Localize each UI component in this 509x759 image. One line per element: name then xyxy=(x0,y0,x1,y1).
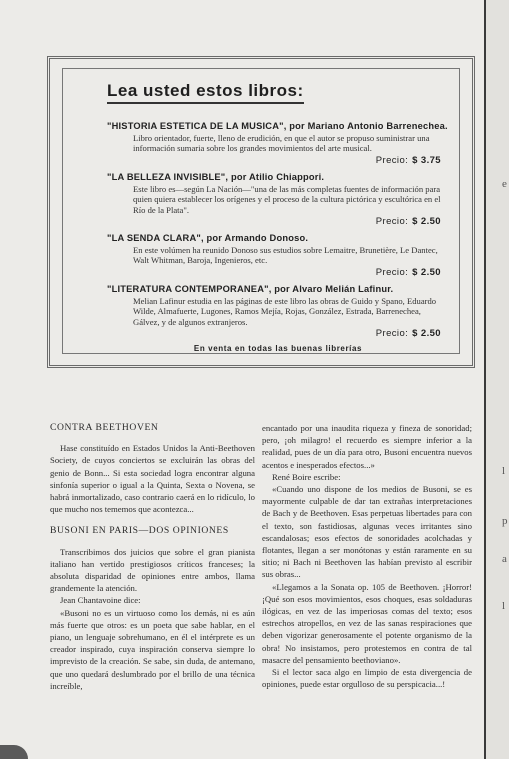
ad-heading: Lea usted estos libros: xyxy=(107,81,304,104)
section-title-busoni: BUSONI EN PARIS—DOS OPINIONES xyxy=(50,525,229,537)
paragraph: René Boire escribe: xyxy=(272,471,341,482)
paragraph: «Busoni no es un virtuoso como los demás, ni es aún más fuerte que otros: es un poeta que sabe hablar, en el piano, un lenguaje sobrehumano, en él el intérprete es un creador inspirado, cuya inspiración conserva siempre lo imprevisto de la creación. Se sabe, sin duda, de antemano, que uno quedará deslumbrado por el brillo de una técnica increíble, xyxy=(50,607,255,691)
book-price xyxy=(107,155,441,166)
book-description: Este libro es—según La Nación—"una de las más completas fuentes de información para quien quiera establecer los orígenes y el proceso de la cultura pictórica y escultórica en el Río de la Plata". xyxy=(133,183,441,215)
book-description: En este volúmen ha reunido Donoso sus estudios sobre Lemaitre, Brunetière, Le Dantec, Walt Whitman, Baroja, Ingenieros, etc. xyxy=(133,245,438,266)
edge-letter: p xyxy=(502,515,508,527)
book-title: "HISTORIA ESTETICA DE LA MUSICA", por Mariano Antonio Barrenechea. xyxy=(107,121,448,131)
paragraph: Hase constituído en Estados Unidos la Anti-Beethoven Society, de cuyos conciertos se excluirán las obras del genio de Bonn... Si esta sociedad logra encontrar alguna sinfonía superior o igual a la Quinta, Sexta o Novena, se habrá inmortalizado, caso contrario caerá en lo ridículo, lo que mucho nos tememos que acontezca... xyxy=(50,443,255,515)
paragraph: encantado por una inaudita riqueza y fineza de sonoridad; pero, ¡oh milagro! el recuerdo es siempre inferior a la realidad, pues de un día para otro, Busoni encuentra nuevos acentos e inesperados efectos...» xyxy=(262,423,472,470)
edge-letter: l xyxy=(502,600,506,612)
book-entry xyxy=(107,232,449,278)
book-description: Melian Lafinur estudia en las páginas de este libro las obras de Guido y Spano, Eduardo Wilde, Almafuerte, Lugones, Ramos Mejía, Rojas, González, Estrada, Barrenechea, Gálvez, y de algunos extranjeros. xyxy=(133,295,437,327)
book-entry xyxy=(107,171,449,227)
book-price xyxy=(107,216,441,227)
price-label: Precio: xyxy=(375,154,409,166)
edge-letter: a xyxy=(502,553,507,565)
price-value: $ 3.75 xyxy=(412,154,441,166)
price-value: $ 2.50 xyxy=(412,328,441,340)
price-value: $ 2.50 xyxy=(412,216,441,228)
book-advertisement xyxy=(62,68,460,354)
price-value: $ 2.50 xyxy=(412,266,441,278)
book-title: "LA SENDA CLARA", por Armando Donoso. xyxy=(107,233,309,244)
price-label: Precio: xyxy=(375,216,409,228)
price-label: Precio: xyxy=(375,328,409,340)
right-column xyxy=(262,422,472,690)
paragraph: Si el lector saca algo en limpio de esta divergencia de opiniones, puede estar orgulloso de su perspicacia...! xyxy=(262,667,472,690)
book-entry xyxy=(107,283,449,339)
adjacent-page-edge xyxy=(486,0,509,759)
book-title: "LITERATURA CONTEMPORANEA", por Alvaro Melián Lafinur. xyxy=(107,283,394,294)
paragraph: Transcribimos dos juicios que sobre el gran pianista italiano han vertido prestigiosos críticos franceses; la absoluta disparidad de opiniones entre ambos, llama grandemente la atención. xyxy=(50,546,255,594)
edge-letter: l xyxy=(502,465,506,477)
book-title: "LA BELLEZA INVISIBLE", por Atilio Chiappori. xyxy=(107,171,325,182)
book-price xyxy=(107,328,441,339)
edge-letter: e xyxy=(502,178,507,190)
book-price xyxy=(107,267,441,278)
price-label: Precio: xyxy=(375,266,409,278)
paragraph: Jean Chantavoine dice: xyxy=(60,595,141,606)
paragraph: «Llegamos a la Sonata op. 105 de Beethoven. ¡Horror! ¡Qué son esos movimientos, esos choques, esas soldaduras ilógicas, en vez de las imperiosas comas del texto; esos estrechos atropellos, en vez de las sanas respiraciones que deben vigorizar generosamente el potente organismo de la obra! No insistamos, pero protestemos en contra de tal masacre del pensamiento beethoviano». xyxy=(262,581,472,665)
paragraph: «Cuando uno dispone de los medios de Busoni, se es mayormente culpable de dar tan extrañas interpretaciones de Bach y de Beethoven. Esas perpetuas libertades para con el texto, son fastidiosas, algunas veces irritantes sino escandalosas; esos efectos de sonoridades acolchadas y flotantes, llegan a ser monótonas y están raramente en su sitio; ni Bach ni Beethoven las habían previsto al escribir sus obras... xyxy=(262,484,472,580)
left-column xyxy=(50,422,255,692)
book-entry xyxy=(107,120,449,166)
book-description: Libro orientador, fuerte, lleno de erudición, en que el autor se propuso suministrar una información sumaria sobre los grandes movimientos del arte musical. xyxy=(133,133,430,154)
ad-footer: En venta en todas las buenas librerías xyxy=(193,344,363,354)
section-title-contra-beethoven: CONTRA BEETHOVEN xyxy=(50,422,159,433)
